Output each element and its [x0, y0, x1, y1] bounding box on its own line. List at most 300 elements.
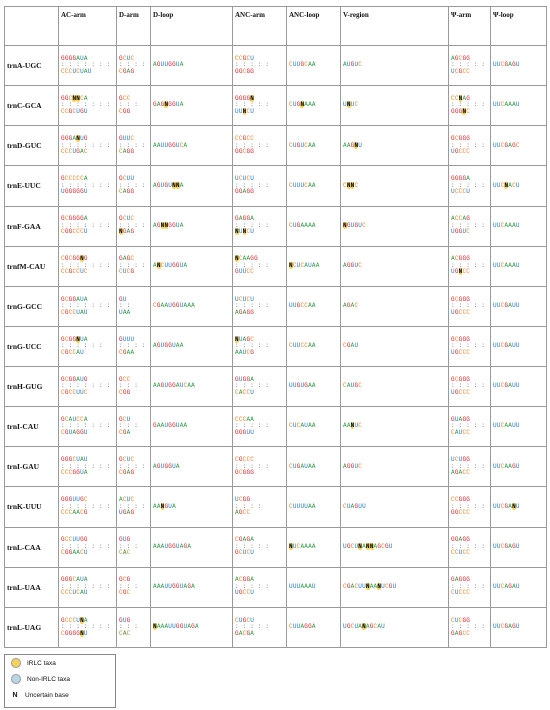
gene-name: trnI-CAU [5, 407, 59, 447]
seq-cell-dloop [151, 607, 233, 647]
pair-ticks: : : : : : [451, 382, 486, 390]
seq-cell-ac [59, 367, 117, 407]
seq-cell-d [117, 126, 151, 166]
strand-bottom: UCGCC [451, 67, 471, 75]
strand-bottom: UGCCC [451, 148, 471, 156]
seq-cell-psiloop [491, 46, 547, 86]
strand-bottom: GCUCU [235, 549, 255, 557]
strand-bottom: CUCCC [451, 589, 471, 597]
pair-ticks: : : : [119, 582, 139, 590]
pair-ticks: : : : : : [451, 101, 486, 109]
strand-top: GCGGG [451, 135, 471, 143]
strand-bottom: GCGGG [235, 469, 255, 477]
pair-ticks: : : : : : : : [61, 462, 111, 470]
strand-top: CGCGGNG [61, 255, 88, 263]
pair-ticks: : : : : : [451, 542, 486, 550]
seq-cell-ac [59, 286, 117, 326]
gene-name: trnG-GCC [5, 286, 59, 326]
seq-cell-ancloop [287, 487, 341, 527]
loop-seq: AGGUC [343, 261, 363, 269]
seq-cell-psi [449, 46, 491, 86]
seq-cell-d [117, 326, 151, 366]
strand-top: UCUCU [235, 175, 255, 183]
seq-cell-psi [449, 166, 491, 206]
seq-cell-dloop [151, 487, 233, 527]
table-row [5, 407, 547, 447]
strand-bottom: CAC [119, 549, 131, 557]
loop-seq: CAUGC [343, 382, 363, 390]
seq-cell-dloop [151, 126, 233, 166]
seq-cell-dloop [151, 86, 233, 126]
seq-cell-psiloop [491, 447, 547, 487]
pair-ticks: : : : : : : : [61, 141, 111, 149]
pair-ticks: : : : : [119, 261, 146, 269]
seq-cell-psi [449, 126, 491, 166]
pair-ticks: : : : : : [451, 181, 486, 189]
strand-top: GGGCAUA [61, 576, 88, 584]
loop-seq: UUCGAUU [493, 302, 520, 310]
loop-seq: AAUUGGUCA [153, 141, 188, 149]
loop-seq: AAAUUGGUAGA [153, 582, 195, 590]
seq-cell-psiloop [491, 567, 547, 607]
strand-bottom: CGC [119, 589, 131, 597]
strand-bottom: NGAG [119, 228, 135, 236]
seq-cell-psiloop [491, 527, 547, 567]
table-row [5, 166, 547, 206]
column-header-4: ANC-arm [233, 7, 287, 46]
seq-cell-dloop [151, 407, 233, 447]
seq-cell-psiloop [491, 367, 547, 407]
strand-bottom: CGGCCCU [61, 228, 88, 236]
pair-ticks: : : : : : [451, 141, 486, 149]
pair-ticks: : : : : : [235, 302, 270, 310]
strand-bottom: CGG [119, 388, 131, 396]
seq-cell-d [117, 166, 151, 206]
strand-top: CGAGA [235, 536, 255, 544]
strand-bottom: UGGGGGU [61, 188, 88, 196]
pair-ticks: : : : : [119, 221, 146, 229]
seq-cell-v [341, 607, 449, 647]
pair-ticks: : : : : : [235, 542, 270, 550]
loop-seq: UUCGAGU [493, 61, 520, 69]
seq-cell-psi [449, 527, 491, 567]
seq-cell-psi [449, 246, 491, 286]
loop-seq: CGACUUNAANUCGU [343, 582, 397, 590]
table-row [5, 326, 547, 366]
pair-ticks: : : : : : : : [61, 542, 111, 550]
seq-cell-dloop [151, 447, 233, 487]
blue-dot-icon [11, 674, 21, 684]
pair-ticks: : : : : [119, 502, 146, 510]
loop-seq: CUGNAAA [289, 101, 316, 109]
loop-seq: UUCGAUU [493, 342, 520, 350]
seq-cell-v [341, 326, 449, 366]
seq-cell-anc [233, 166, 287, 206]
strand-bottom: CAGG [119, 148, 135, 156]
pair-ticks: : : [119, 302, 131, 310]
seq-cell-ac [59, 126, 117, 166]
pair-ticks: : : : : : [451, 582, 486, 590]
pair-ticks: : : : [119, 542, 139, 550]
seq-cell-ac [59, 567, 117, 607]
strand-bottom: CACCU [235, 388, 255, 396]
trna-structure-table [4, 6, 547, 648]
seq-cell-d [117, 487, 151, 527]
loop-seq: UNUC [343, 101, 359, 109]
loop-seq: UUCAAAU [493, 101, 520, 109]
table-row [5, 246, 547, 286]
strand-top: GGAGG [451, 536, 471, 544]
strand-top: GCGGAUA [61, 295, 88, 303]
strand-bottom: GUUCC [235, 268, 255, 276]
seq-cell-anc [233, 246, 287, 286]
strand-bottom: NUNCU [235, 228, 255, 236]
column-header-7: Ψ-arm [449, 7, 491, 46]
seq-cell-ac [59, 166, 117, 206]
strand-top: UCGG [235, 496, 251, 504]
pair-ticks: : : : : : [235, 221, 270, 229]
loop-seq: UUUAAAU [289, 582, 316, 590]
pair-ticks: : : : [119, 382, 139, 390]
loop-seq: UUGCCAA [289, 302, 316, 310]
seq-cell-v [341, 487, 449, 527]
strand-top: GCC [119, 375, 131, 383]
seq-cell-v [341, 46, 449, 86]
seq-cell-dloop [151, 367, 233, 407]
strand-top: ACGGA [235, 576, 255, 584]
seq-cell-d [117, 206, 151, 246]
pair-ticks: : : : : : : : [61, 61, 111, 69]
legend [4, 654, 116, 708]
loop-seq: UUCAAAU [493, 221, 520, 229]
seq-cell-dloop [151, 326, 233, 366]
gene-name: trnK-UUU [5, 487, 59, 527]
strand-bottom: CCCUGAC [61, 148, 88, 156]
table-row [5, 286, 547, 326]
column-header-2: D-arm [117, 7, 151, 46]
pair-ticks: : : : : : [235, 101, 270, 109]
pair-ticks: : : : : : : : [61, 302, 111, 310]
pair-ticks: : : : : : [235, 382, 270, 390]
table-row [5, 126, 547, 166]
seq-cell-psiloop [491, 487, 547, 527]
seq-cell-anc [233, 46, 287, 86]
strand-bottom: CGUAGGU [61, 428, 88, 436]
pair-ticks: : : : : : [451, 422, 486, 430]
strand-bottom: CGAG [119, 469, 135, 477]
strand-top: GAGGG [451, 576, 471, 584]
strand-top: GCGGG [451, 375, 471, 383]
strand-bottom: GGGNC [451, 107, 471, 115]
pair-ticks: : : : : : [451, 61, 486, 69]
pair-ticks: : : : : : : : [61, 221, 111, 229]
pair-ticks: : : : : : [235, 261, 270, 269]
gene-name: trnF-GAA [5, 206, 59, 246]
seq-cell-d [117, 367, 151, 407]
seq-cell-anc [233, 326, 287, 366]
seq-cell-ancloop [287, 407, 341, 447]
gene-name: trnL-UAG [5, 607, 59, 647]
seq-cell-anc [233, 126, 287, 166]
pair-ticks: : : : [119, 422, 139, 430]
loop-seq: AGUUGGUA [153, 61, 184, 69]
gene-name: trnC-GCA [5, 86, 59, 126]
loop-seq: AGAC [343, 302, 359, 310]
seq-cell-d [117, 567, 151, 607]
strand-top: GCC [119, 94, 131, 102]
strand-top: GCUC [119, 456, 135, 464]
seq-cell-dloop [151, 286, 233, 326]
seq-cell-d [117, 407, 151, 447]
strand-top: NUAGC [235, 335, 255, 343]
loop-seq: UUCAAAU [493, 261, 520, 269]
seq-cell-psiloop [491, 607, 547, 647]
seq-cell-psi [449, 407, 491, 447]
gene-name: trnA-UGC [5, 46, 59, 86]
strand-top: CCNAG [451, 94, 471, 102]
strand-top: GGGGA [451, 175, 471, 183]
strand-top: GCAUCCA [61, 415, 88, 423]
seq-cell-ac [59, 447, 117, 487]
loop-seq: NCUCAUAA [289, 261, 320, 269]
seq-cell-anc [233, 206, 287, 246]
strand-top: GCCUUGG [61, 536, 88, 544]
strand-top: CCGGG [451, 496, 471, 504]
seq-cell-ancloop [287, 126, 341, 166]
legend-label-irlc: IRLC taxa [27, 659, 56, 667]
loop-seq: AANGUA [153, 502, 176, 510]
loop-seq: CUUAGGA [289, 623, 316, 631]
legend-item-irlc [5, 655, 115, 671]
column-header-1: AC-arm [59, 7, 117, 46]
pair-ticks: : : : : : : : [61, 502, 111, 510]
pair-ticks: : : : : : : : [61, 181, 111, 189]
seq-cell-dloop [151, 567, 233, 607]
strand-top: GGGGAUA [61, 54, 88, 62]
strand-top: GUG [119, 616, 131, 624]
loop-seq: CUGAAAA [289, 221, 316, 229]
strand-top: GCGGG [451, 295, 471, 303]
seq-cell-v [341, 126, 449, 166]
loop-seq: NGUGUC [343, 221, 366, 229]
strand-top: GGCNNCA [61, 94, 88, 102]
seq-cell-psiloop [491, 86, 547, 126]
yellow-dot-icon [11, 658, 21, 668]
strand-top: GUUU [119, 335, 135, 343]
loop-seq: AGGUC [343, 462, 363, 470]
seq-cell-psi [449, 86, 491, 126]
table-row [5, 46, 547, 86]
seq-cell-ancloop [287, 367, 341, 407]
strand-bottom: AGCC [235, 509, 251, 517]
legend-item-non-irlc [5, 671, 115, 687]
loop-seq: UUCGAGC [493, 141, 520, 149]
strand-top: GCG [119, 576, 131, 584]
strand-bottom: GACGA [235, 629, 255, 637]
loop-seq: UUCGAGU [493, 623, 520, 631]
strand-top: ACCAG [451, 215, 471, 223]
strand-top: GCCCUNA [61, 616, 88, 624]
strand-top: GU [119, 295, 127, 303]
loop-seq: CUGAUAA [289, 462, 316, 470]
header-row [5, 7, 547, 46]
table-row [5, 567, 547, 607]
loop-seq: AUGUC [343, 61, 363, 69]
seq-cell-anc [233, 86, 287, 126]
strand-bottom: AAUCG [235, 348, 255, 356]
seq-cell-dloop [151, 527, 233, 567]
loop-seq: UGCUNANNAGCGU [343, 542, 393, 550]
seq-cell-anc [233, 567, 287, 607]
pair-ticks: : : : : : : : [61, 382, 111, 390]
table-row [5, 487, 547, 527]
strand-bottom: CCCGGUA [61, 469, 88, 477]
seq-cell-anc [233, 607, 287, 647]
table-row [5, 206, 547, 246]
loop-seq: UUCNACU [493, 181, 520, 189]
loop-seq: AAGNU [343, 141, 363, 149]
loop-seq: CUUUCAA [289, 181, 316, 189]
strand-bottom: UGGUC [451, 228, 471, 236]
strand-top: GCUC [119, 215, 135, 223]
strand-bottom: UGCCU [235, 589, 255, 597]
strand-bottom: CGAG [119, 67, 135, 75]
legend-label-non-irlc: Non-IRLC taxa [27, 675, 70, 683]
column-header-0 [5, 7, 59, 46]
strand-top: GAGC [119, 255, 135, 263]
strand-top: CCCAA [235, 415, 255, 423]
seq-cell-ancloop [287, 326, 341, 366]
strand-top: GUAGG [451, 415, 471, 423]
strand-top: ACGGG [451, 255, 471, 263]
strand-bottom: CGCCAU [61, 348, 84, 356]
seq-cell-dloop [151, 46, 233, 86]
column-header-6: V-region [341, 7, 449, 46]
seq-cell-ancloop [287, 86, 341, 126]
pair-ticks: : : : : [119, 462, 146, 470]
loop-seq: AAGUGGAUCAA [153, 382, 195, 390]
loop-seq: GAGNGGUA [153, 101, 184, 109]
strand-top: GUGGA [235, 375, 255, 383]
strand-bottom: CGGGGNU [61, 629, 88, 637]
pair-ticks: : : : : : [235, 61, 270, 69]
pair-ticks: : : : : : [235, 181, 270, 189]
seq-cell-anc [233, 367, 287, 407]
strand-bottom: CGCCUUC [61, 388, 88, 396]
loop-seq: CUCAUAA [289, 422, 316, 430]
loop-seq: UUCGANU [493, 502, 520, 510]
legend-label-uncertain: Uncertain base [25, 691, 69, 699]
pair-ticks: : : : : : : : [61, 623, 111, 631]
seq-cell-ancloop [287, 447, 341, 487]
strand-bottom: CCGCCUC [61, 268, 88, 276]
loop-seq: UUCGAGU [493, 542, 520, 550]
strand-bottom: GGAGG [235, 188, 255, 196]
seq-cell-dloop [151, 206, 233, 246]
table-row [5, 607, 547, 647]
gene-name: trnH-GUG [5, 367, 59, 407]
seq-cell-ancloop [287, 166, 341, 206]
seq-cell-dloop [151, 246, 233, 286]
seq-cell-psi [449, 447, 491, 487]
seq-cell-ancloop [287, 607, 341, 647]
strand-top: GCUC [119, 54, 135, 62]
pair-ticks: : : : : [235, 502, 262, 510]
loop-seq: UUCGAUU [493, 382, 520, 390]
pair-ticks: : : : : : [235, 342, 270, 350]
strand-top: GCGGAUG [61, 375, 88, 383]
strand-bottom: AGACC [451, 469, 471, 477]
strand-bottom: CCCUCUAU [61, 67, 92, 75]
strand-bottom: CAGG [119, 188, 135, 196]
column-header-3: D-loop [151, 7, 233, 46]
seq-cell-ancloop [287, 246, 341, 286]
table-row [5, 447, 547, 487]
strand-top: NCAAGG [235, 255, 258, 263]
pair-ticks: : : : : : : : [61, 422, 111, 430]
seq-cell-ac [59, 487, 117, 527]
strand-top: GUUC [119, 135, 135, 143]
seq-cell-psiloop [491, 246, 547, 286]
strand-bottom: CUCG [119, 268, 135, 276]
seq-cell-ac [59, 206, 117, 246]
strand-bottom: UCCCU [451, 188, 471, 196]
strand-top: GCU [119, 415, 131, 423]
strand-top: GCUU [119, 175, 135, 183]
seq-cell-psi [449, 326, 491, 366]
seq-cell-v [341, 206, 449, 246]
loop-seq: CUUGCAA [289, 61, 316, 69]
strand-bottom: CCGCUGU [61, 107, 88, 115]
strand-bottom: GGCGG [235, 148, 255, 156]
strand-top: UCUGG [451, 456, 471, 464]
loop-seq: AGUGGUAA [153, 342, 184, 350]
seq-cell-anc [233, 286, 287, 326]
seq-cell-psiloop [491, 326, 547, 366]
gene-name: trnD-GUC [5, 126, 59, 166]
loop-seq: ANCUUGGUA [153, 261, 188, 269]
strand-top: CUGCU [235, 616, 255, 624]
seq-cell-ac [59, 86, 117, 126]
pair-ticks: : : : : [119, 61, 146, 69]
seq-cell-psiloop [491, 206, 547, 246]
strand-top: GCCCCCA [61, 175, 88, 183]
pair-ticks: : : : : : [451, 261, 486, 269]
pair-ticks: : : : : : : : [61, 261, 111, 269]
pair-ticks: : : : : [119, 181, 146, 189]
strand-bottom: AGAGG [235, 308, 255, 316]
pair-ticks: : : : [119, 101, 139, 109]
seq-cell-psi [449, 206, 491, 246]
seq-cell-psi [449, 367, 491, 407]
column-header-8: Ψ-loop [491, 7, 547, 46]
seq-cell-anc [233, 527, 287, 567]
loop-seq: UGCUANAGCAU [343, 623, 385, 631]
strand-bottom: CGA [119, 428, 131, 436]
loop-seq: CGAU [343, 342, 359, 350]
table-row [5, 527, 547, 567]
seq-cell-psiloop [491, 166, 547, 206]
seq-cell-d [117, 46, 151, 86]
pair-ticks: : : : : : [451, 623, 486, 631]
pair-ticks: : : : : [119, 141, 146, 149]
seq-cell-d [117, 607, 151, 647]
pair-ticks: : : : : : : : [61, 582, 111, 590]
seq-cell-v [341, 567, 449, 607]
seq-cell-psi [449, 286, 491, 326]
table-row [5, 86, 547, 126]
strand-bottom: GAGCC [451, 629, 471, 637]
